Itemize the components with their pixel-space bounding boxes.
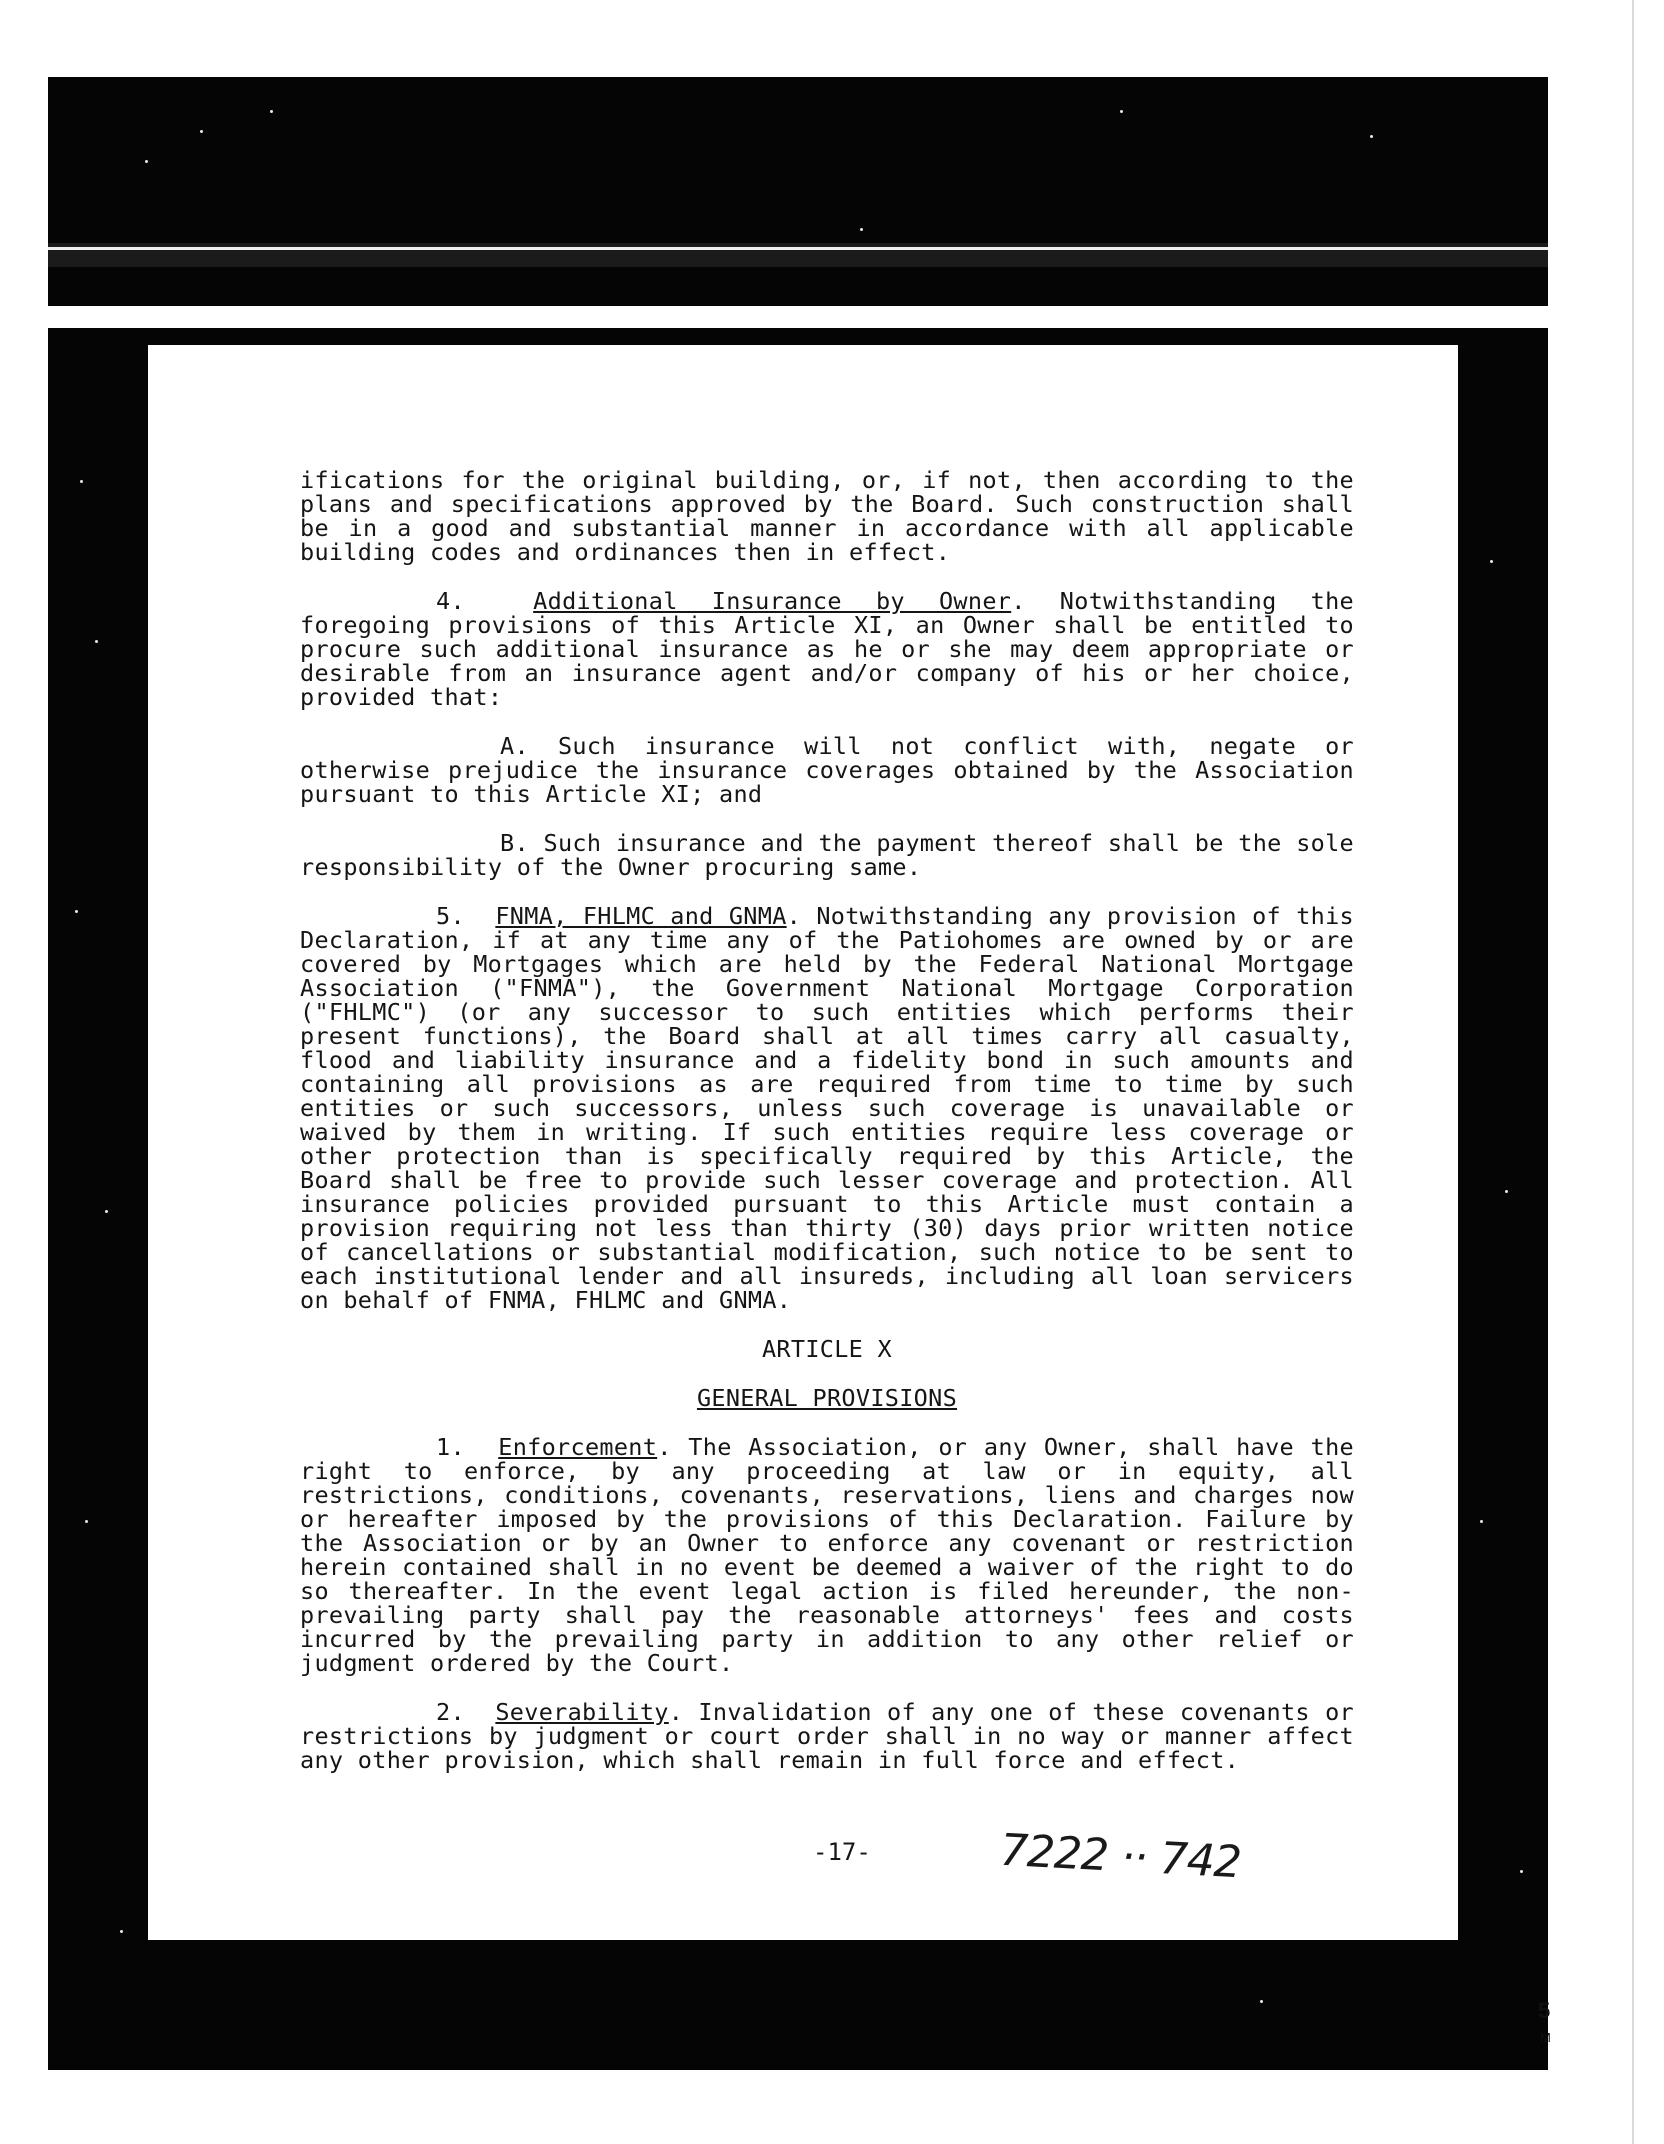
article-title: GENERAL PROVISIONS bbox=[696, 1384, 958, 1412]
section-severability bbox=[300, 1700, 1354, 1772]
scan-speck bbox=[1520, 1870, 1523, 1873]
section-heading: Additional Insurance by Owner bbox=[533, 587, 1012, 615]
scan-speck bbox=[1370, 135, 1373, 138]
margin-fragment: 5 bbox=[1538, 1998, 1551, 2023]
section-heading: FNMA, FHLMC and GNMA bbox=[495, 902, 787, 930]
subsection-a: A. Such insurance will not conflict with, negate or otherwise prejudice the insurance coverages obtained by the Association pursuant to this Article XI; and bbox=[300, 732, 1354, 808]
section-body: . Notwithstanding any provision of this Declaration, if at any time any of the Patiohomes are owned by or are covered by Mortgages which are held by the Federal National Mortgage Association ("FNMA"), the Government National Mortgage Corporation ("FHLMC") (or any successor to such entities which performs their present functions), the Board shall at all times carry all casualty, flood and liability insurance and a fidelity bond in such amounts and containing all provisions as are required from time to time by such entities or such successors, unless such coverage is unavailable or waived by them in writing. If such entities require less coverage or other protection than is specifically required by this Article, the Board shall be free to provide such lesser coverage and protection. All insurance policies provided pursuant to this Article must contain a provision requiring not less than thirty (30) days prior written notice of cancellations or substantial modification, such notice to be sent to each institutional lender and all insureds, including all loan servicers on behalf of FNMA, FHLMC and GNMA. bbox=[300, 902, 1355, 1314]
scan-speck bbox=[120, 1930, 123, 1933]
section-body: . Invalidation of any one of these covenants or restrictions by judgment or court order shall in no way or manner affect any other provision, which shall remain in full force and effect. bbox=[300, 1698, 1354, 1774]
scan-speck bbox=[95, 640, 98, 643]
section-body: . Notwithstanding the foregoing provisions of this Article XI, an Owner shall be entitled to procure such additional insurance as he or she may deem appropriate or desirable from an insurance agent and/or company of his or her choice, provided that: bbox=[300, 587, 1354, 711]
section-enforcement bbox=[300, 1435, 1354, 1675]
section-number: 4. bbox=[436, 587, 465, 615]
recording-stamp: 7222 ·· 742 bbox=[998, 1824, 1243, 1889]
document-page bbox=[148, 345, 1458, 1940]
scan-speck bbox=[105, 1210, 108, 1213]
scan-speck bbox=[200, 130, 203, 133]
scan-speck bbox=[1505, 1190, 1508, 1193]
body-text bbox=[300, 468, 1354, 1772]
scan-speck bbox=[1480, 1520, 1483, 1523]
scan-speck bbox=[270, 110, 273, 113]
scanner-edge-line bbox=[1632, 0, 1634, 2144]
scan-line bbox=[48, 247, 1548, 250]
section-fnma bbox=[300, 904, 1354, 1312]
paragraph-continuation: ifications for the original building, or, if not, then according to the plans and specifications approved by the Board. Such construction shall be in a good and substantial manner in accordance with all applicable building codes and ordinances then in effect. bbox=[300, 466, 1354, 566]
scan-speck bbox=[1120, 110, 1123, 113]
section-additional-insurance bbox=[300, 589, 1354, 709]
section-heading: Severability bbox=[495, 1698, 669, 1726]
section-number: 5. bbox=[436, 902, 465, 930]
section-body: . The Association, or any Owner, shall have the right to enforce, by any proceeding at law or in equity, all restrictions, conditions, covenants, reservations, liens and charges now or hereafter imposed by the provisions of this Declaration. Failure by the Association or by an Owner to enforce any covenant or restriction herein contained shall in no event be deemed a waiver of the right to do so thereafter. In the event legal action is filed hereunder, the non-prevailing party shall pay the reasonable attorneys' fees and costs incurred by the prevailing party in addition to any other relief or judgment ordered by the Court. bbox=[300, 1433, 1354, 1677]
section-number: 2. bbox=[436, 1698, 465, 1726]
scan-speck bbox=[1490, 560, 1493, 563]
section-heading: Enforcement bbox=[498, 1433, 658, 1461]
scan-speck bbox=[80, 480, 83, 483]
scan-speck bbox=[75, 910, 78, 913]
scan-gap bbox=[48, 306, 1548, 328]
scan-speck bbox=[860, 228, 863, 231]
scan-speck bbox=[85, 1520, 88, 1523]
subsection-b: B. Such insurance and the payment thereof shall be the sole responsibility of the Owner procuring same. bbox=[300, 829, 1354, 881]
article-heading: ARTICLE X bbox=[761, 1335, 893, 1363]
section-number: 1. bbox=[436, 1433, 465, 1461]
page-number: -17- bbox=[813, 1838, 871, 1866]
scan-speck bbox=[145, 160, 148, 163]
scan-speck bbox=[1260, 2000, 1263, 2003]
margin-fragment: M bbox=[1540, 2030, 1551, 2045]
